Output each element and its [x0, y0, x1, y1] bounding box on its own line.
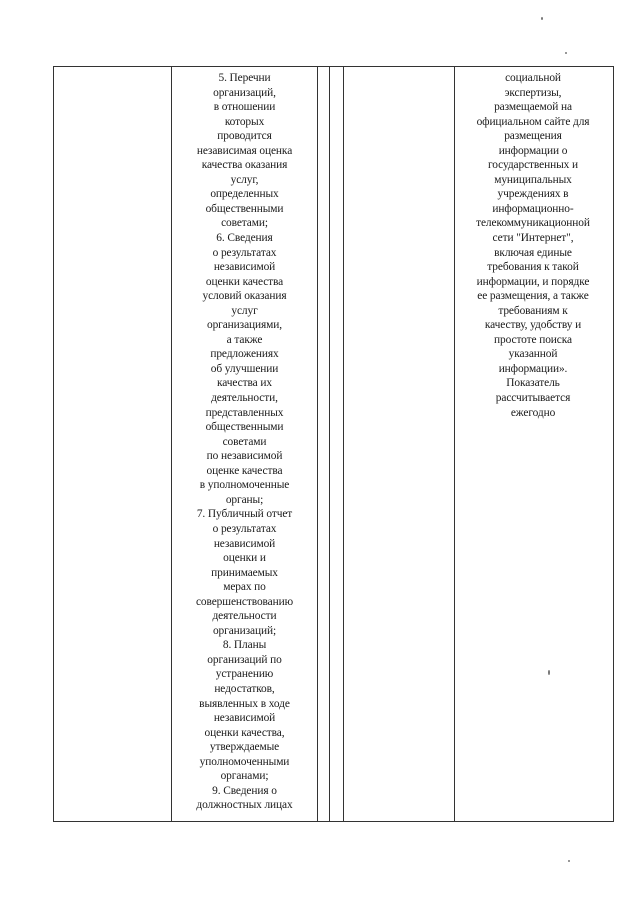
- column-2-line: в уполномоченные: [199, 479, 290, 492]
- column-2-line: а также: [226, 333, 263, 346]
- column-2-line: 9. Сведения о: [212, 784, 277, 797]
- column-5-line: сети "Интернет",: [492, 232, 574, 245]
- scan-speck: [541, 17, 543, 20]
- column-5-line: информации».: [498, 362, 568, 375]
- column-5-line: требования к такой: [487, 261, 579, 274]
- scan-speck: [548, 670, 550, 675]
- table-border-left: [53, 66, 54, 821]
- column-2-line: независимой: [213, 261, 276, 274]
- column-5-line: учреждениях в: [497, 188, 569, 201]
- column-2-line: представленных: [205, 406, 284, 419]
- column-5-line: информации, и порядке: [476, 275, 590, 288]
- column-2-line: принимаемых: [211, 566, 278, 579]
- column-2-line: 7. Публичный отчет: [196, 508, 293, 521]
- column-5-line: официальном сайте для: [476, 115, 590, 128]
- column-5-text: [456, 71, 610, 420]
- column-5-line: телекоммуникационной: [476, 217, 590, 230]
- column-2-line: качества их: [217, 377, 272, 390]
- column-5-line: простоте поиска: [494, 333, 572, 346]
- column-2-line: определенных: [210, 188, 279, 201]
- column-2-line: недостатков,: [214, 682, 275, 695]
- column-2-line: совершенствованию: [195, 595, 294, 608]
- column-2-line: оценке качества: [206, 464, 283, 477]
- column-2-line: 5. Перечни: [218, 72, 271, 84]
- column-5-line: качеству, удобству и: [484, 319, 582, 332]
- column-2-line: деятельности: [212, 610, 277, 623]
- column-2-line: оценки и: [223, 552, 266, 565]
- column-2-line: оценки качества,: [204, 726, 285, 739]
- column-5-line: размещаемой на: [494, 101, 572, 114]
- column-2-line: органами;: [220, 770, 269, 783]
- column-5-line: информационно-: [492, 202, 574, 215]
- column-2-line: проводится: [217, 130, 272, 143]
- column-2-line: о результатах: [212, 522, 277, 535]
- column-5-line: размещения: [504, 130, 562, 143]
- column-2-line: независимой: [213, 712, 276, 725]
- column-5-line: Показатель: [506, 377, 560, 390]
- column-2-line: качества оказания: [201, 159, 288, 172]
- column-2-line: в отношении: [213, 101, 276, 114]
- column-5-line: информации о: [498, 144, 568, 157]
- column-divider-5: [454, 66, 455, 821]
- column-5-line: социальной: [505, 72, 561, 84]
- column-divider-4: [343, 66, 344, 821]
- column-2-line: услуг: [231, 304, 258, 317]
- column-2-line: независимой: [213, 537, 276, 550]
- column-2-line: услуг,: [230, 173, 259, 186]
- column-5-line: государственных и: [488, 159, 578, 172]
- column-divider-3: [329, 66, 330, 821]
- column-5-line: требованиям к: [498, 304, 568, 317]
- column-2-line: мерах по: [223, 581, 266, 594]
- column-5-line: ее размещения, а также: [477, 290, 589, 303]
- column-2-line: организаций,: [213, 86, 276, 99]
- column-2-line: уполномоченными: [199, 755, 290, 768]
- column-2-text: [172, 71, 317, 813]
- column-2-line: органы;: [225, 493, 264, 506]
- column-2-line: советами: [222, 435, 267, 448]
- scan-speck: [565, 52, 567, 54]
- column-2-line: должностных лицах: [196, 799, 293, 812]
- table-border-right: [613, 66, 614, 821]
- column-2-line: утверждаемые: [209, 741, 280, 754]
- column-2-line: предложениях: [210, 348, 279, 361]
- column-2-line: общественными: [205, 202, 284, 215]
- column-5-line: экспертизы,: [504, 86, 562, 99]
- scan-speck: [568, 860, 570, 862]
- column-2-line: которых: [224, 115, 265, 128]
- column-2-line: условий оказания: [202, 290, 287, 303]
- column-2-line: деятельности,: [211, 392, 278, 405]
- column-divider-2: [317, 66, 318, 821]
- column-2-line: об улучшении: [210, 362, 279, 375]
- column-2-line: устранению: [215, 668, 274, 681]
- column-5-line: включая единые: [494, 246, 572, 259]
- column-2-line: 6. Сведения: [216, 232, 273, 245]
- column-2-line: оценки качества: [205, 275, 284, 288]
- column-2-line: независимая оценка: [196, 144, 293, 157]
- column-2-line: организаций по: [207, 653, 282, 666]
- column-5-line: ежегодно: [510, 406, 556, 419]
- column-2-line: советами;: [221, 217, 268, 230]
- column-5-line: указанной: [508, 348, 558, 361]
- column-2-line: о результатах: [212, 246, 277, 259]
- column-2-line: общественными: [205, 421, 284, 434]
- column-2-line: организациями,: [206, 319, 283, 332]
- column-2-line: организаций;: [212, 624, 277, 637]
- column-2-line: выявленных в ходе: [199, 697, 290, 710]
- column-2-line: 8. Планы: [222, 639, 267, 652]
- column-5-line: муниципальных: [494, 173, 572, 186]
- column-2-line: по независимой: [206, 450, 283, 463]
- column-5-line: рассчитывается: [495, 392, 571, 405]
